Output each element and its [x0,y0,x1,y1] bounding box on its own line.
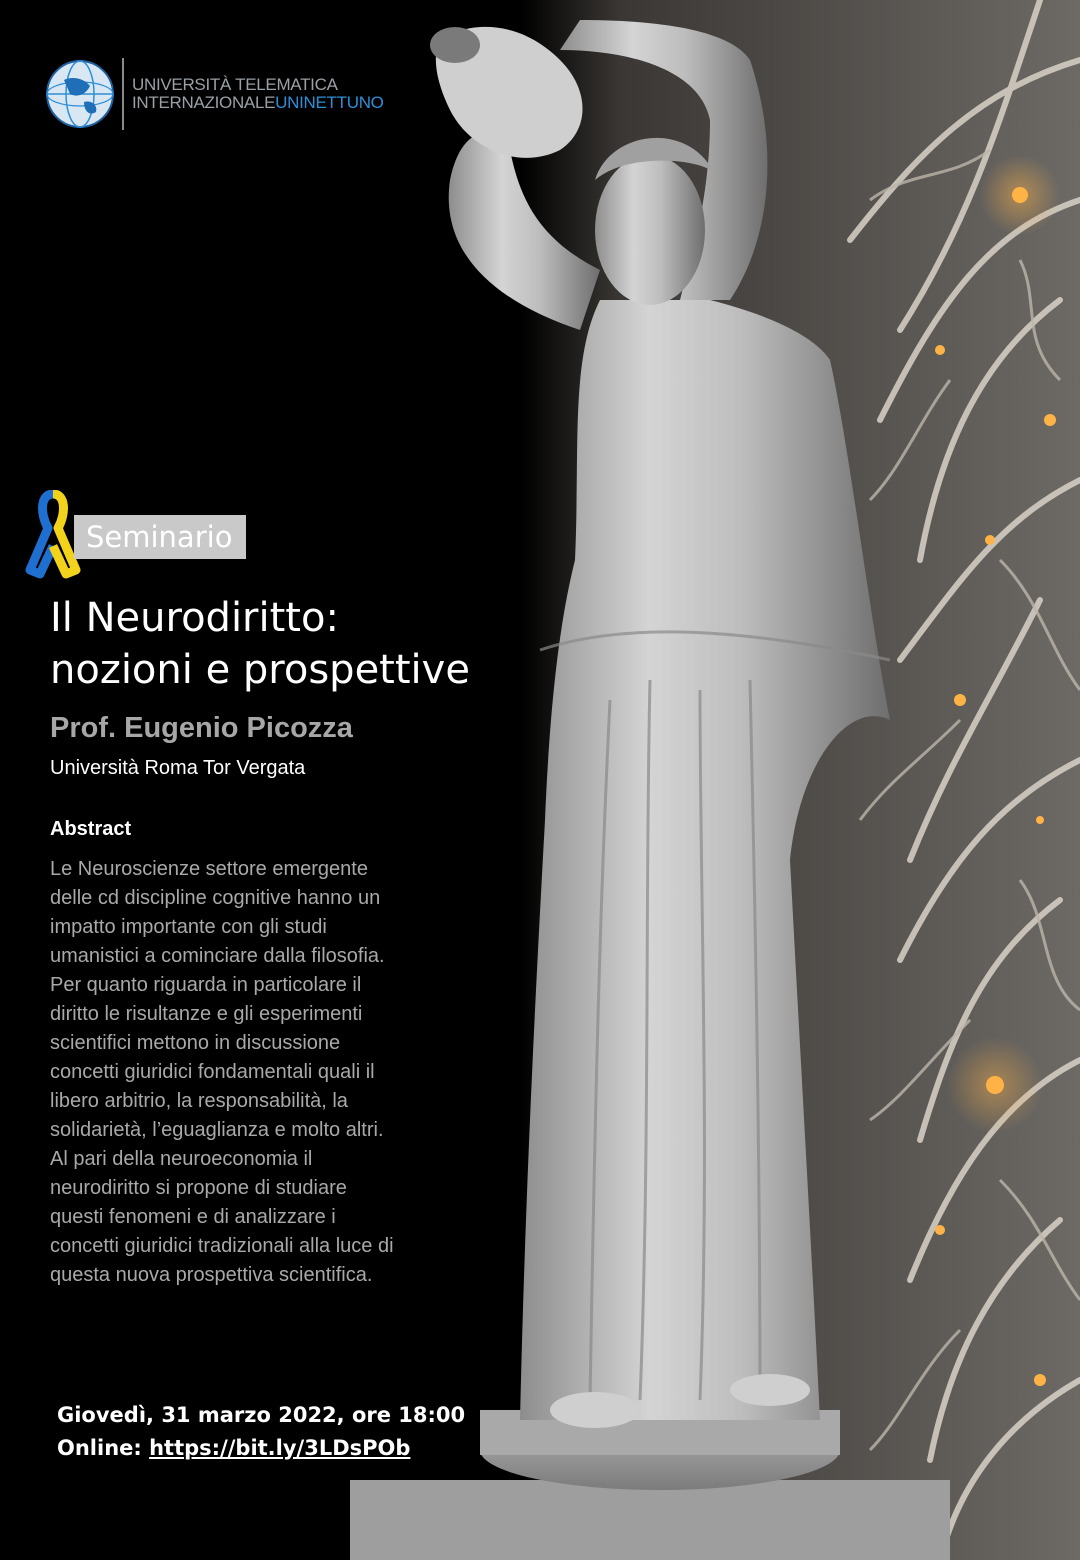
title-line-1: Il Neurodiritto: [50,595,339,641]
abstract-line: concetti giuridici fondamentali quali il [50,1061,375,1083]
title-line-2: nozioni e prospettive [50,647,470,693]
seminar-title [50,592,470,696]
marble-statue-image [330,0,950,1560]
abstract-line: neurodiritto si propone di studiare [50,1177,347,1199]
event-details [57,1399,465,1465]
event-datetime: Giovedì, 31 marzo 2022, ore 18:00 [57,1403,466,1427]
logo-brand-name: UNINETTUNO [275,93,384,112]
abstract-line: diritto le risultanze e gli esperimenti [50,1003,363,1025]
event-link[interactable]: https://bit.ly/3LDsPOb [149,1436,411,1460]
abstract-line: Per quanto riguarda in particolare il [50,974,362,996]
logo-line-2-prefix: INTERNAZIONALE [132,93,276,112]
speaker-affiliation: Università Roma Tor Vergata [50,757,306,779]
speaker-name: Prof. Eugenio Picozza [50,712,353,744]
abstract-line: delle cd discipline cognitive hanno un [50,887,381,909]
abstract-line: concetti giuridici tradizionali alla luce di [50,1235,394,1257]
abstract-line: solidarietà, l’eguaglianza e molto altri. [50,1119,384,1141]
logo-line-1: UNIVERSITÀ TELEMATICA [132,75,338,94]
online-label: Online: [57,1436,142,1460]
abstract-line: scientifici mettono in discussione [50,1032,341,1054]
abstract-line: impatto importante con gli studi [50,916,327,938]
abstract-line: questa nuova prospettiva scientifica. [50,1264,373,1286]
abstract-line: Le Neuroscienze settore emergente [50,858,368,880]
university-logo [44,58,384,130]
abstract-text [50,855,490,1290]
abstract-line: Al pari della neuroeconomia il [50,1148,313,1170]
logo-divider [122,58,124,130]
abstract-line: questi fenomeni e di analizzare i [50,1206,336,1228]
abstract-line: umanistici a cominciare dalla filosofia. [50,945,385,967]
logo-wordmark [132,76,384,112]
seminar-tag: Seminario [74,515,246,559]
abstract-line: libero arbitrio, la responsabilità, la [50,1090,348,1112]
globe-icon [44,58,116,130]
abstract-heading: Abstract [50,818,132,840]
